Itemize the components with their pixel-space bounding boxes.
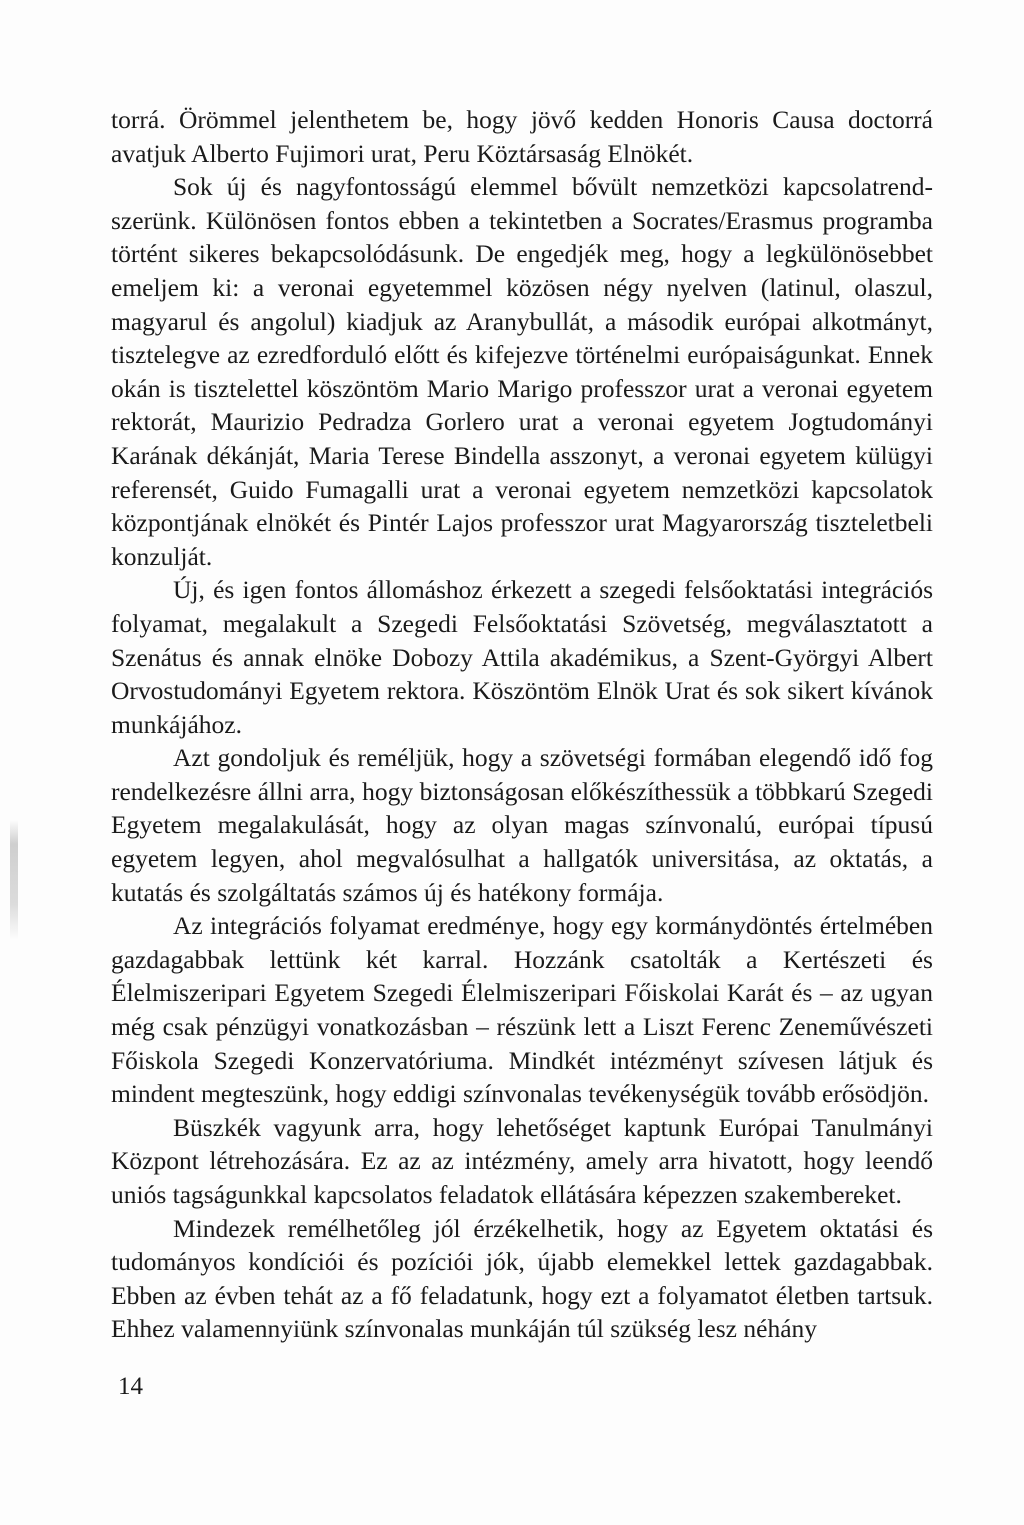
body-text bbox=[111, 103, 933, 1346]
page-number: 14 bbox=[118, 1373, 143, 1400]
paragraph: torrá. Örömmel jelenthetem be, hogy jövő kedden Honoris Causa doctorrá avatjuk Alberto Fujimori urat, Peru Köztársaság Elnökét. bbox=[111, 105, 933, 168]
paragraph: Új, és igen fontos állomáshoz érkezett a szegedi felsőoktatási integrációs folyamat, megalakult a Szegedi Felsőoktatási Szövetség, megválasztatott a Szenátus és annak elnöke Dobozy Attila akadémikus, a Szent-Györgyi Albert Orvostudományi Egyetem rektora. Köszöntöm Elnök Urat és sok sikert kívánok munkájához. bbox=[111, 575, 933, 739]
scan-artifact bbox=[10, 820, 18, 940]
paragraph: Büszkék vagyunk arra, hogy lehetőséget kaptunk Európai Tanulmányi Központ létrehozására. Ez az az intézmény, amely arra hivatott, hogy leendő uniós tagságunkkal kapcsolatos feladatok ellátására képezzen szakembereket. bbox=[111, 1112, 933, 1209]
paragraph: Az integrációs folyamat eredménye, hogy egy kormánydöntés értelmében gazdagabbak lettünk két karral. Hozzánk csatolták a Kertészeti és Élelmiszeripari Egyetem Szegedi Élelmiszeripari Főiskolai Karát és – az ugyan még csak pénzügyi vonatkozásban – részünk lett a Liszt Ferenc Zeneművészeti Főiskola Szegedi Konzervatóriuma. Mindkét intézményt szívesen látjuk és mindent megteszünk, hogy eddigi színvonalas tevékenységük tovább erősödjön. bbox=[111, 911, 933, 1109]
paragraph: Azt gondoljuk és reméljük, hogy a szövetségi formában elegendő idő fog rendelkezésre állni arra, hogy biztonságosan előkészíthessük a többkarú Szegedi Egyetem megalakulását, hogy az olyan magas színvonalú, európai típusú egyetem legyen, ahol megvalósulhat a hallgatók universitása, az oktatás, a kutatás és szolgáltatás számos új és hatékony formája. bbox=[111, 743, 933, 907]
paragraph: Mindezek remélhetőleg jól érzékelhetik, hogy az Egyetem oktatási és tudományos kondíciói és pozíciói jók, újabb elemekkel lettek gazdagabbak. Ebben az évben tehát az a fő feladatunk, hogy ezt a folyamatot életben tartsuk. Ehhez valamennyiünk színvonalas munkáján túl szükség lesz néhány bbox=[111, 1213, 933, 1344]
paragraph: Sok új és nagyfontosságú elemmel bővült nemzetközi kapcsolatrendszerünk. Különösen fontos ebben a tekintetben a Socrates/Erasmus programba történt sikeres bekapcsolódásunk. De engedjék meg, hogy a legkülönösebbet emeljem ki: a veronai egyetemmel közösen négy nyelven (latinul, olaszul, magyarul és angolul) kiadjuk az Aranybullát, a második európai alkotmányt, tisztelegve az ezredforduló előtt és kifejezve történelmi európaiságunkat. Ennek okán is tisztelettel köszöntöm Mario Marigo professzor urat a veronai egyetem rektorát, Maurizio Pedradza Gorlero urat a veronai egyetem Jogtudományi Karának dékánját, Maria Terese Bindella asszonyt, a veronai egyetem külügyi referensét, Guido Fumagalli urat a veronai egyetem nemzetközi kapcsolatok központjának elnökét és Pintér Lajos professzor urat Magyarország tiszteletbeli konzulját. bbox=[111, 172, 933, 571]
